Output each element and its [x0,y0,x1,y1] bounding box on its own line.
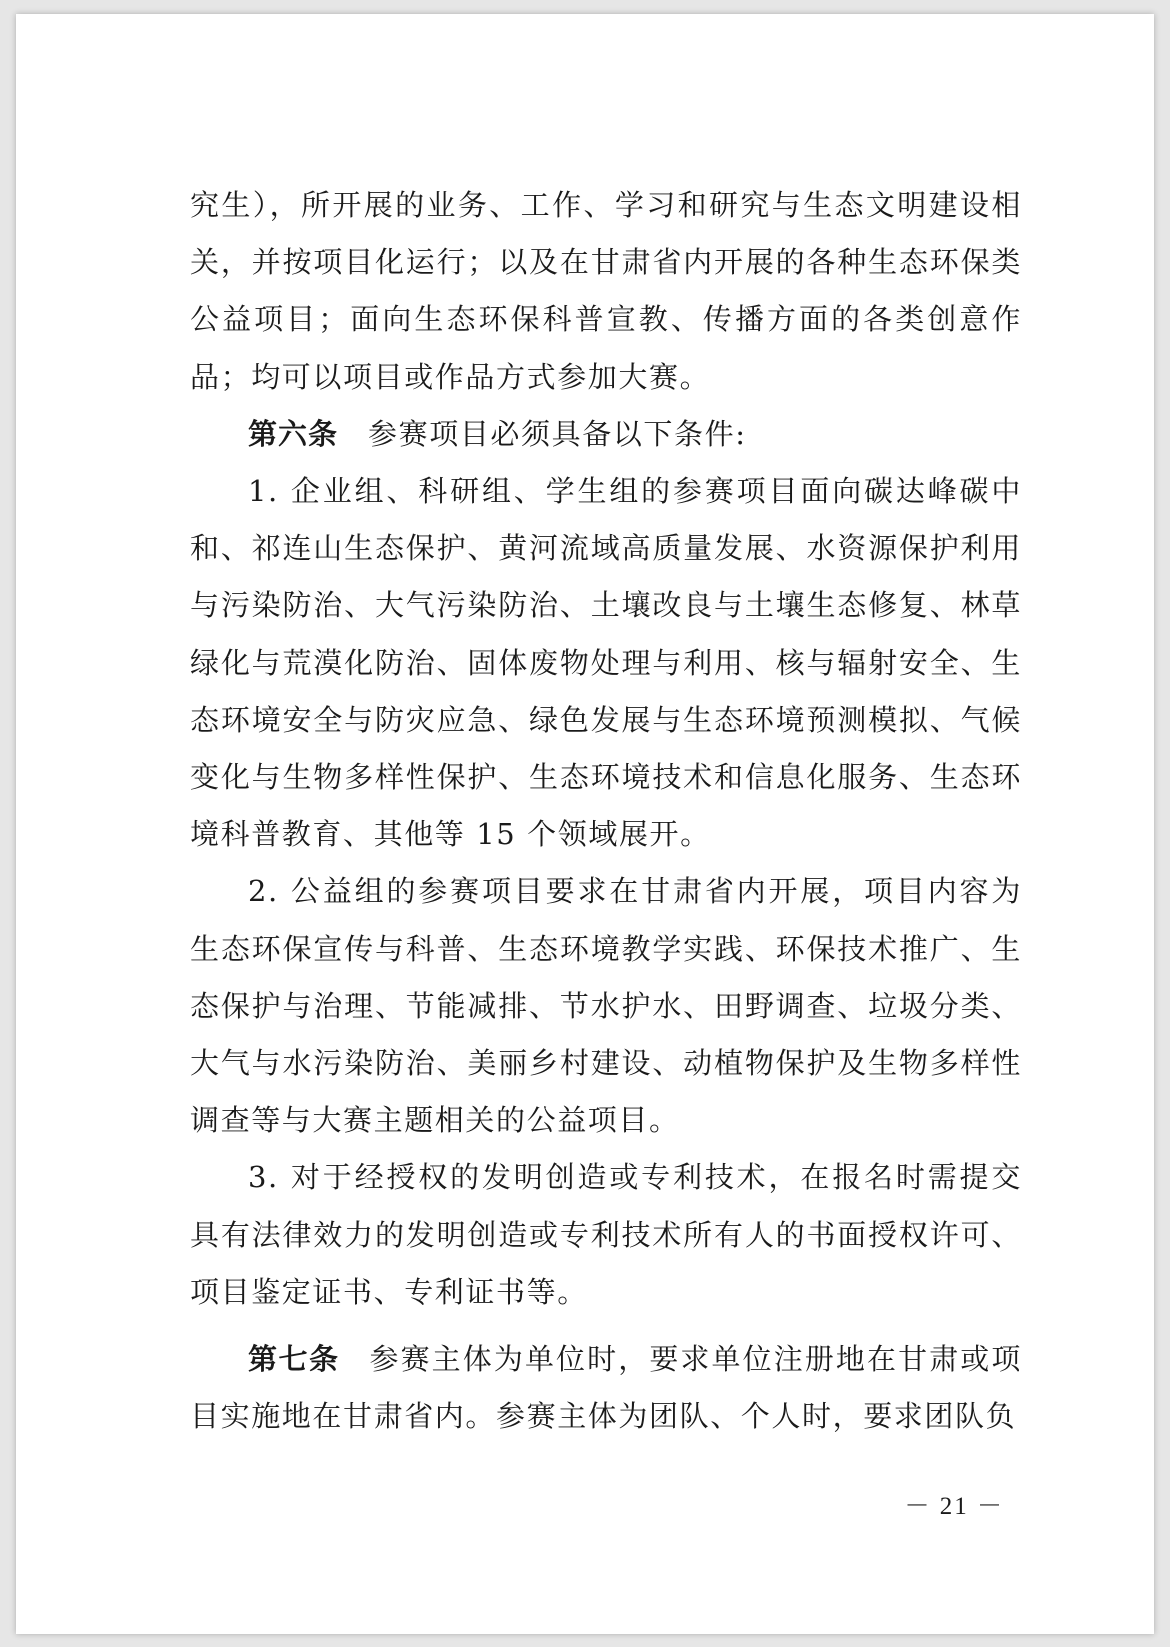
condition-3: 3. 对于经授权的发明创造或专利技术，在报名时需提交具有法律效力的发明创造或专利技术所有人的书面授权许可、项目鉴定证书、专利证书等。 [190,1160,1022,1309]
article-seven-heading: 第七条 [248,1342,340,1377]
article-six-text: 参赛项目必须具备以下条件: [368,416,747,451]
article-seven-text: 参赛主体为单位时，要求单位注册地在甘肃或项目实施地在甘肃省内。参赛主体为团队、个人时，要求团队负 [190,1342,1022,1434]
article-six [190,406,1022,463]
article-seven [190,1331,1022,1445]
document-body [190,177,1022,1445]
page-number: － 21 － [904,1493,1004,1520]
condition-1: 1. 企业组、科研组、学生组的参赛项目面向碳达峰碳中和、祁连山生态保护、黄河流域高质量发展、水资源保护利用与污染防治、大气污染防治、土壤改良与土壤生态修复、林草绿化与荒漠化防治、固体废物处理与利用、核与辐射安全、生态环境安全与防灾应急、绿色发展与生态环境预测模拟、气候变化与生物多样性保护、生态环境技术和信息化服务、生态环境科普教育、其他等 15 个领域展开。 [190,474,1022,852]
article-six-heading: 第六条 [248,416,339,451]
document-page [16,14,1154,1634]
condition-2: 2. 公益组的参赛项目要求在甘肃省内开展，项目内容为生态环保宣传与科普、生态环境教学实践、环保技术推广、生态保护与治理、节能减排、节水护水、田野调查、垃圾分类、大气与水污染防治、美丽乡村建设、动植物保护及生物多样性调查等与大赛主题相关的公益项目。 [190,874,1022,1138]
paragraph-continuation: 究生），所开展的业务、工作、学习和研究与生态文明建设相关，并按项目化运行；以及在甘肃省内开展的各种生态环保类公益项目；面向生态环保科普宣教、传播方面的各类创意作品；均可以项目或作品方式参加大赛。 [190,188,1022,394]
